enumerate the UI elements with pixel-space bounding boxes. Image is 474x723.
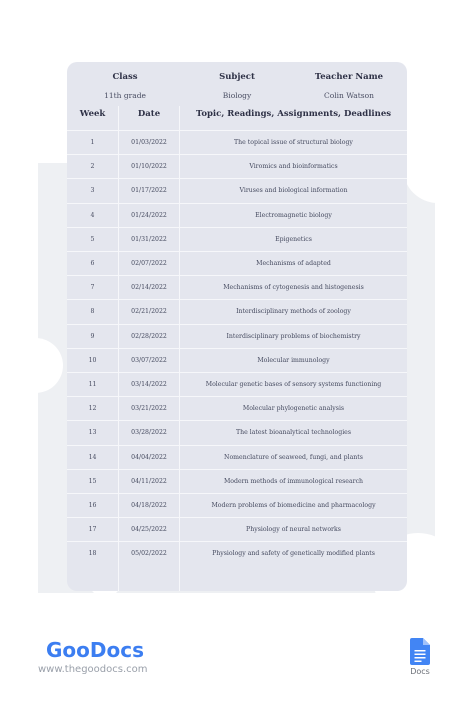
date-cell: 01/10/2022 bbox=[131, 163, 167, 171]
topic-cell: The latest bioanalytical technologies bbox=[235, 429, 352, 437]
topic-cell: Interdisciplinary methods of zoology bbox=[236, 308, 351, 316]
topic-cell: Viruses and biological information bbox=[239, 187, 348, 195]
topic-cell: Modern methods of immunological research bbox=[223, 477, 364, 485]
week-cell: 15 bbox=[88, 477, 97, 485]
topic-cell: Epigenetics bbox=[275, 235, 312, 243]
date-cell: 02/21/2022 bbox=[131, 308, 167, 316]
week-cell: 8 bbox=[90, 308, 95, 316]
week-cell: 12 bbox=[88, 405, 97, 413]
week-cell: 17 bbox=[88, 526, 97, 534]
table-row bbox=[67, 251, 407, 276]
date-cell: 01/17/2022 bbox=[131, 187, 167, 195]
table-row bbox=[67, 154, 407, 179]
table-row bbox=[67, 396, 407, 421]
table-row bbox=[67, 493, 407, 518]
teacher-value: Colin Watson bbox=[323, 91, 374, 100]
date-cell: 02/14/2022 bbox=[131, 284, 167, 292]
topic-cell: Nomenclature of seaweed, fungi, and plants bbox=[224, 453, 363, 461]
topic-cell: The topical issue of structural biology bbox=[234, 139, 353, 146]
date-cell: 02/28/2022 bbox=[131, 332, 167, 340]
docs-label: Docs bbox=[410, 667, 430, 676]
class-value: 11th grade bbox=[104, 91, 146, 100]
table-row bbox=[67, 130, 407, 155]
class-info bbox=[70, 72, 180, 100]
week-cell: 18 bbox=[88, 550, 97, 558]
topic-cell: Physiology and safety of genetically modified plants bbox=[212, 550, 375, 558]
table-row bbox=[67, 541, 407, 566]
table-row bbox=[67, 227, 407, 252]
week-cell: 13 bbox=[88, 429, 97, 437]
topic-cell: Mechanisms of adapted bbox=[256, 260, 331, 267]
week-cell: 2 bbox=[90, 163, 95, 171]
topic-cell: Interdisciplinary problems of biochemistry bbox=[226, 332, 361, 340]
topic-cell: Molecular immunology bbox=[257, 356, 330, 364]
date-cell: 01/31/2022 bbox=[131, 235, 167, 243]
topic-cell: Modern problems of biomedicine and pharmacology bbox=[211, 502, 376, 509]
week-cell: 9 bbox=[90, 332, 95, 340]
week-cell: 11 bbox=[88, 381, 97, 388]
topic-cell: Molecular phylogenetic analysis bbox=[242, 405, 345, 413]
table-row bbox=[67, 275, 407, 300]
column-header-date: Date bbox=[137, 109, 161, 119]
topic-cell: Physiology of neural networks bbox=[246, 526, 341, 534]
website-url: www.thegoodocs.com bbox=[38, 664, 148, 675]
week-cell: 1 bbox=[90, 139, 95, 146]
subject-info bbox=[182, 72, 292, 100]
schedule-card bbox=[67, 62, 407, 591]
date-cell: 03/07/2022 bbox=[131, 356, 167, 364]
date-cell: 04/04/2022 bbox=[131, 453, 167, 461]
column-header-topic: Topic, Readings, Assignments, Deadlines bbox=[195, 109, 392, 119]
date-cell: 04/25/2022 bbox=[131, 526, 167, 534]
subject-label: Subject bbox=[219, 72, 255, 82]
topic-cell: Mechanisms of cytogenesis and histogenesis bbox=[223, 284, 364, 292]
week-cell: 7 bbox=[90, 284, 95, 292]
topic-cell: Molecular genetic bases of sensory systems functioning bbox=[205, 381, 382, 388]
date-cell: 03/14/2022 bbox=[131, 381, 167, 388]
table-row bbox=[67, 372, 407, 397]
week-cell: 6 bbox=[90, 260, 95, 267]
date-cell: 04/11/2022 bbox=[131, 477, 167, 485]
week-cell: 14 bbox=[88, 453, 97, 461]
date-cell: 03/21/2022 bbox=[131, 405, 167, 413]
date-cell: 04/18/2022 bbox=[131, 502, 167, 509]
class-label: Class bbox=[112, 72, 138, 82]
week-cell: 16 bbox=[88, 502, 97, 509]
subject-value: Biology bbox=[222, 91, 252, 100]
date-cell: 01/24/2022 bbox=[131, 211, 167, 219]
date-cell: 01/03/2022 bbox=[131, 139, 167, 146]
date-cell: 05/02/2022 bbox=[131, 550, 167, 558]
table-row bbox=[67, 469, 407, 494]
teacher-info bbox=[294, 72, 404, 100]
date-cell: 03/28/2022 bbox=[131, 429, 167, 437]
column-header-week: Week bbox=[79, 109, 106, 119]
table-row bbox=[67, 203, 407, 228]
week-cell: 5 bbox=[90, 235, 95, 243]
google-docs-icon bbox=[410, 638, 430, 665]
goodocs-logo: GooDocs bbox=[46, 638, 144, 662]
topic-cell: Electromagnetic biology bbox=[255, 211, 332, 219]
table-row bbox=[67, 517, 407, 542]
week-cell: 4 bbox=[90, 211, 95, 219]
topic-cell: Viromics and bioinformatics bbox=[249, 163, 338, 171]
date-cell: 02/07/2022 bbox=[131, 260, 167, 267]
table-row bbox=[67, 348, 407, 373]
table-row bbox=[67, 299, 407, 324]
teacher-label: Teacher Name bbox=[314, 72, 384, 82]
week-cell: 3 bbox=[90, 187, 95, 195]
week-cell: 10 bbox=[88, 356, 97, 364]
table-row bbox=[67, 445, 407, 470]
table-row bbox=[67, 178, 407, 203]
table-row bbox=[67, 324, 407, 349]
schedule-sheet bbox=[38, 38, 435, 593]
table-row bbox=[67, 420, 407, 445]
